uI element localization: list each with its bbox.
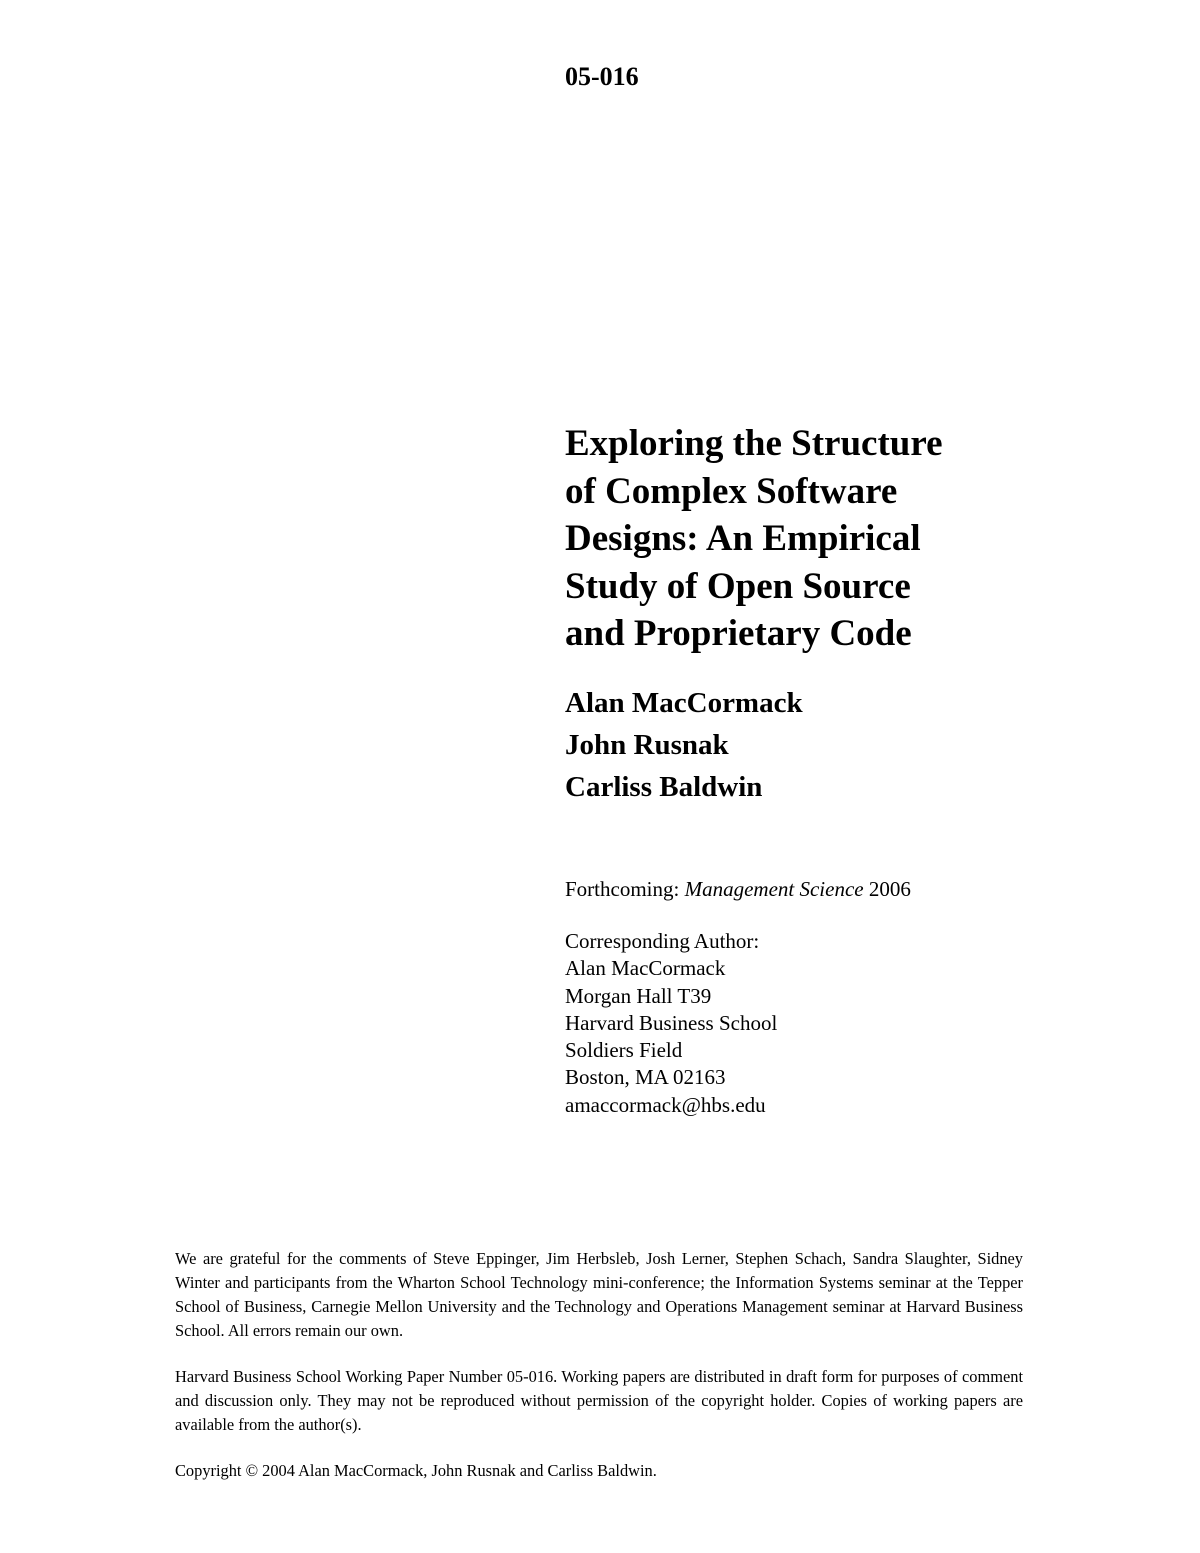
publication-year: 2006	[863, 877, 911, 901]
paper-number: 05-016	[565, 62, 639, 91]
forthcoming-prefix: Forthcoming:	[565, 877, 685, 901]
copyright-notice: Copyright © 2004 Alan MacCormack, John Rusnak and Carliss Baldwin.	[175, 1461, 657, 1480]
footnotes	[175, 1247, 1023, 1505]
corresponding-label: Corresponding Author:	[565, 929, 760, 953]
corresponding-school: Harvard Business School	[565, 1010, 778, 1035]
corresponding-city: Boston, MA 02163	[565, 1065, 726, 1090]
author-name: Carliss Baldwin	[565, 771, 763, 803]
corresponding-name: Alan MacCormack	[565, 956, 726, 981]
author-list	[565, 682, 803, 808]
corresponding-street: Soldiers Field	[565, 1038, 683, 1063]
author-name: John Rusnak	[565, 729, 729, 761]
working-paper-note: Harvard Business School Working Paper Number 05-016. Working papers are distributed in draft form for purposes of comment and discussion only. They may not be reproduced without permission of the copyright holder. Copies of working papers are available from the author(s).	[175, 1367, 1023, 1434]
title-line: of Complex Software	[565, 470, 898, 512]
forthcoming-notice	[565, 874, 911, 904]
corresponding-office: Morgan Hall T39	[565, 983, 712, 1008]
paper-title	[565, 420, 1085, 658]
corresponding-author-block	[565, 928, 777, 1119]
title-line: Study of Open Source	[565, 565, 911, 607]
title-line: Designs: An Empirical	[565, 518, 921, 559]
corresponding-email: amaccormack@hbs.edu	[565, 1092, 766, 1117]
acknowledgement-paragraph: We are grateful for the comments of Steve Eppinger, Jim Herbsleb, Josh Lerner, Stephen Schach, Sandra Slaughter, Sidney Winter and participants from the Wharton School Technology mini-conference; the Information Systems seminar at the Tepper School of Business, Carnegie Mellon University and the Technology and Operations Management seminar at Harvard Business School. All errors remain our own.	[175, 1249, 1023, 1340]
title-line: and Proprietary Code	[565, 613, 912, 654]
title-line: Exploring the Structure	[565, 423, 943, 464]
journal-name: Management Science	[684, 877, 864, 901]
author-name: Alan MacCormack	[565, 687, 803, 719]
